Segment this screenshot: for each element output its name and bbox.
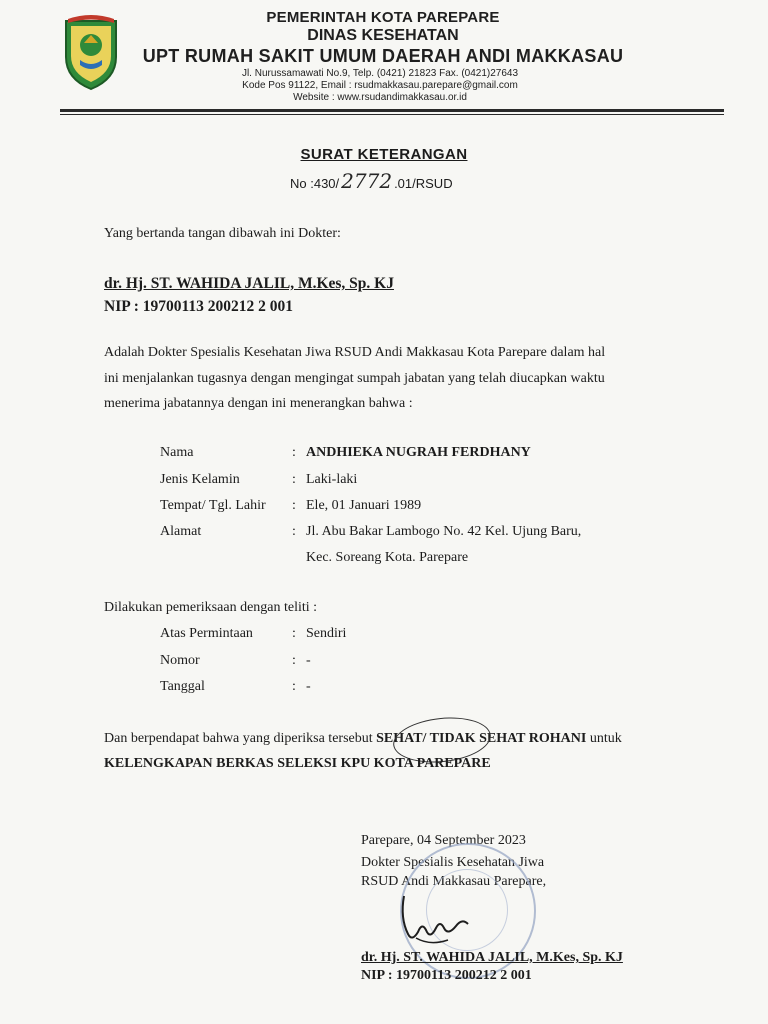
colon: : <box>292 472 296 487</box>
letterhead-address: Jl. Nurussamawati No.9, Telp. (0421) 21823 Fax. (0421)27643 <box>241 68 519 79</box>
letterhead-divider-thin <box>60 114 724 115</box>
document-title: SURAT KETERANGAN <box>300 146 468 163</box>
colon: : <box>292 626 296 641</box>
conclusion-post: untuk <box>589 731 622 746</box>
signature-place-date: Parepare, 04 September 2023 <box>361 833 526 848</box>
patient-address-label: Alamat <box>160 524 202 539</box>
body-line-2: ini menjalankan tugasnya dengan mengingat sumpah jabatan yang telah diucapkan waktu <box>104 371 605 386</box>
exam-date-label: Tanggal <box>160 679 205 694</box>
intro-text: Yang bertanda tangan dibawah ini Dokter: <box>104 226 341 241</box>
letterhead-hospital: UPT RUMAH SAKIT UMUM DAERAH ANDI MAKKASAU <box>142 46 624 66</box>
exam-intro: Dilakukan pemeriksaan dengan teliti : <box>104 600 318 615</box>
patient-name-label: Nama <box>160 445 194 460</box>
conclusion-purpose: KELENGKAPAN BERKAS SELEKSI KPU KOTA PAREPARE <box>104 756 491 771</box>
colon: : <box>292 445 296 460</box>
signature-institution: RSUD Andi Makkasau Parepare, <box>361 874 547 889</box>
document-number <box>290 169 453 193</box>
colon: : <box>292 498 296 513</box>
letterhead-department: DINAS KESEHATAN <box>307 27 459 44</box>
conclusion-line <box>104 731 622 747</box>
doctor-name: dr. Hj. ST. WAHIDA JALIL, M.Kes, Sp. KJ <box>104 275 394 292</box>
letterhead-postal-email: Kode Pos 91122, Email : rsudmakkasau.parepare@gmail.com <box>242 80 518 91</box>
exam-number-value: - <box>306 653 311 668</box>
handwritten-signature-icon <box>396 888 486 952</box>
patient-gender-value: Laki-laki <box>306 472 358 487</box>
colon: : <box>292 653 296 668</box>
exam-date-value: - <box>306 679 311 694</box>
patient-birth-label: Tempat/ Tgl. Lahir <box>160 498 266 513</box>
signature-position: Dokter Spesialis Kesehatan Jiwa <box>361 855 545 870</box>
patient-birth-value: Ele, 01 Januari 1989 <box>306 498 422 513</box>
doctor-nip: NIP : 19700113 200212 2 001 <box>104 298 294 315</box>
parepare-city-logo-icon <box>62 13 120 91</box>
exam-request-value: Sendiri <box>306 626 347 641</box>
body-line-1: Adalah Dokter Spesialis Kesehatan Jiwa RSUD Andi Makkasau Kota Parepare dalam hal <box>104 345 606 360</box>
body-line-3: menerima jabatannya dengan ini menerangkan bahwa : <box>104 396 413 411</box>
patient-name-value: ANDHIEKA NUGRAH FERDHANY <box>306 445 531 460</box>
patient-address-value-2: Kec. Soreang Kota. Parepare <box>306 550 469 565</box>
exam-request-label: Atas Permintaan <box>160 626 253 641</box>
colon: : <box>292 679 296 694</box>
conclusion-status: SEHAT/ TIDAK SEHAT ROHANI <box>376 731 587 746</box>
number-suffix: .01/RSUD <box>394 176 453 191</box>
exam-number-label: Nomor <box>160 653 200 668</box>
colon: : <box>292 524 296 539</box>
signatory-nip: NIP : 19700113 200212 2 001 <box>361 968 532 983</box>
letterhead-government: PEMERINTAH KOTA PAREPARE <box>266 9 500 26</box>
number-handwritten: 2772 <box>341 169 393 193</box>
patient-address-value: Jl. Abu Bakar Lambogo No. 42 Kel. Ujung Baru, <box>306 524 582 539</box>
letterhead-divider-thick <box>60 109 724 112</box>
conclusion-pre: Dan berpendapat bahwa yang diperiksa tersebut <box>104 731 373 746</box>
patient-gender-label: Jenis Kelamin <box>160 472 240 487</box>
signatory-name: dr. Hj. ST. WAHIDA JALIL, M.Kes, Sp. KJ <box>361 950 623 965</box>
letterhead-website: Website : www.rsudandimakkasau.or.id <box>293 92 467 103</box>
number-prefix: No :430/ <box>290 176 340 191</box>
